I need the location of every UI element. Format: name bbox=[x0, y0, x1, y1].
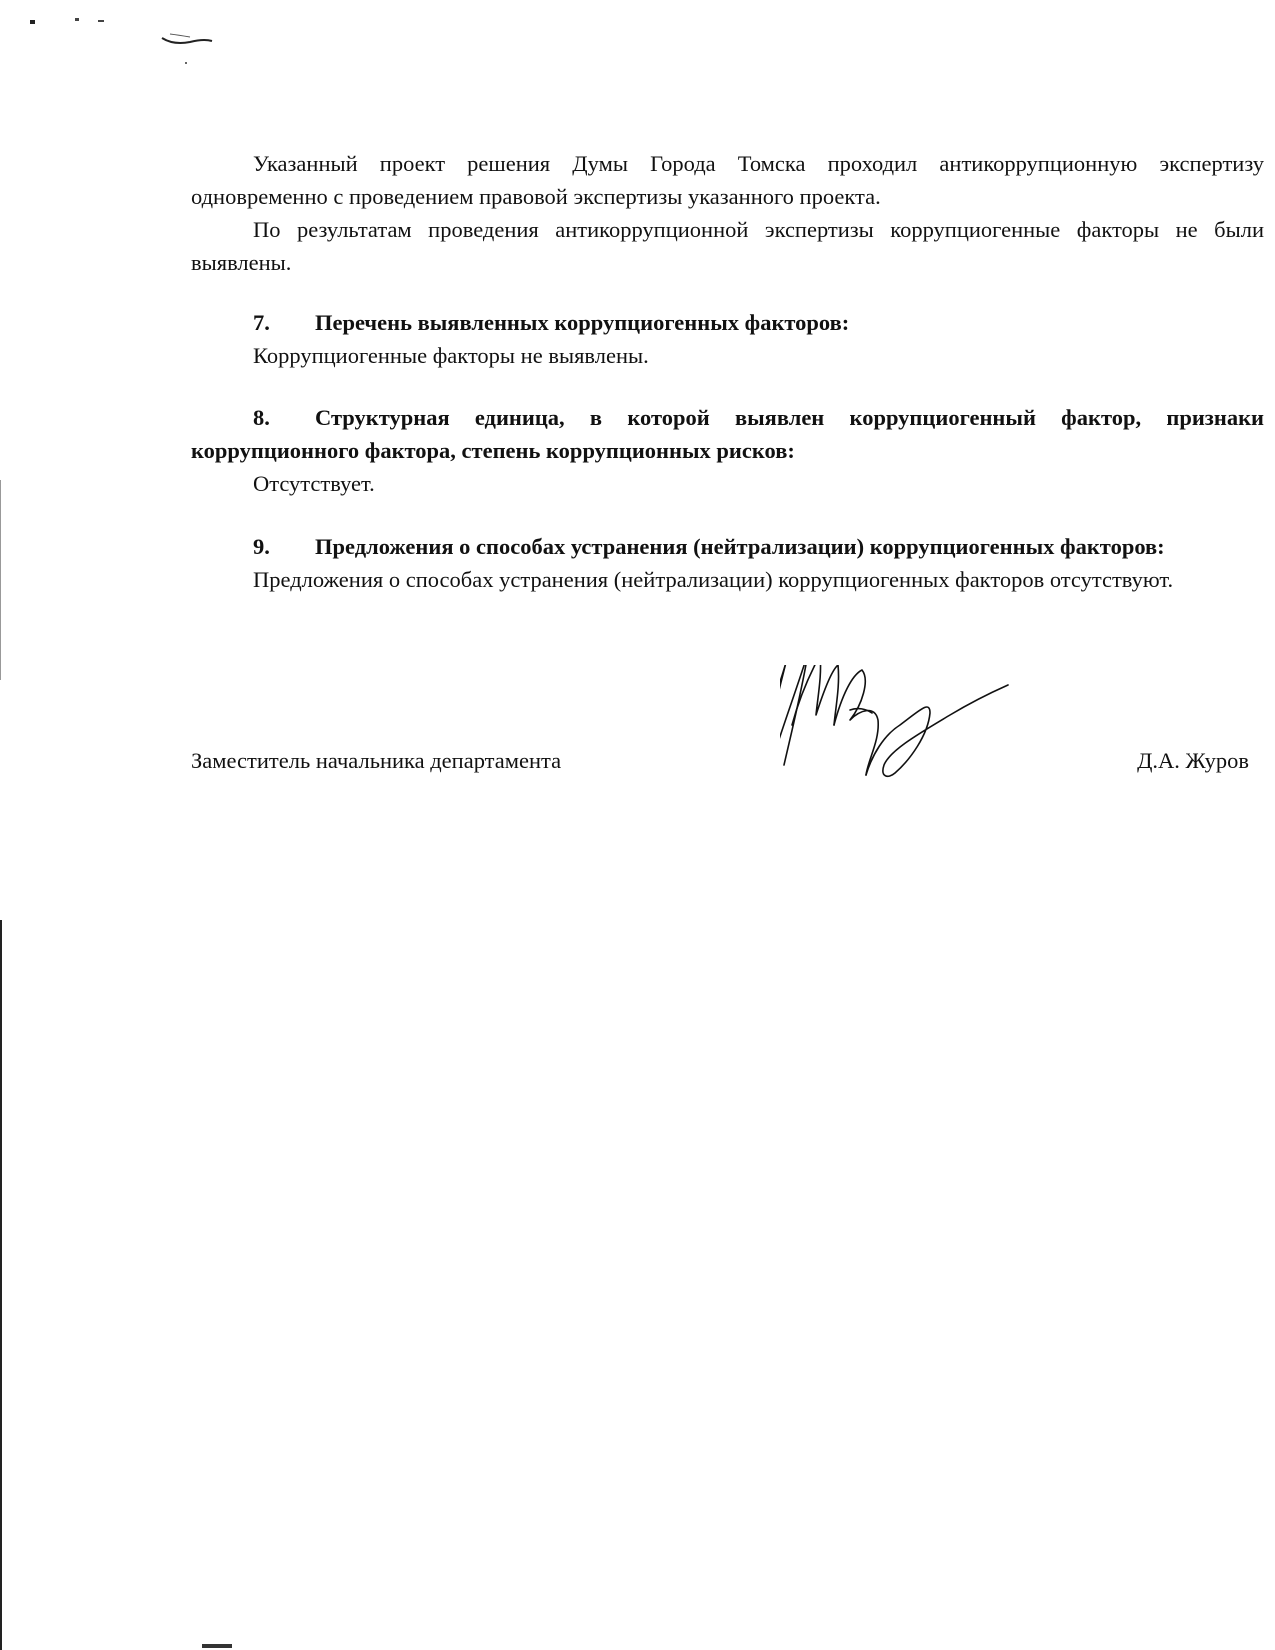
scan-edge-artifact bbox=[0, 920, 2, 1650]
paragraph-expertise: Указанный проект решения Думы Города Томска проходил антикоррупционную экспертизу одновременно с проведением правовой экспертизы указанного проекта. bbox=[191, 151, 1264, 209]
section-heading bbox=[191, 530, 1264, 563]
scan-corner-marks bbox=[20, 10, 230, 70]
scan-edge-artifact bbox=[0, 480, 1, 680]
section-8 bbox=[191, 401, 1264, 500]
section-heading bbox=[191, 306, 1264, 339]
section-body: Предложения о способах устранения (нейтрализации) коррупциогенных факторов отсутствуют. bbox=[253, 567, 1174, 592]
paragraph-results: По результатам проведения антикоррупционной экспертизы коррупциогенные факторы не были выявлены. bbox=[191, 217, 1264, 275]
handwritten-signature bbox=[780, 665, 1080, 815]
section-title: Перечень выявленных коррупциогенных факторов: bbox=[315, 310, 850, 335]
intro-paragraphs bbox=[191, 147, 1264, 279]
section-title: Структурная единица, в которой выявлен коррупциогенный фактор, признаки коррупционного фактора, степень коррупционных рисков: bbox=[191, 405, 1264, 463]
signatory-position: Заместитель начальника департамента bbox=[191, 748, 562, 773]
section-heading bbox=[191, 401, 1264, 467]
section-title: Предложения о способах устранения (нейтрализации) коррупциогенных факторов: bbox=[315, 534, 1165, 559]
section-body: Коррупциогенные факторы не выявлены. bbox=[253, 343, 649, 368]
section-number: 9. bbox=[253, 534, 270, 559]
section-body: Отсутствует. bbox=[253, 471, 375, 496]
section-number: 7. bbox=[253, 310, 270, 335]
section-7 bbox=[191, 306, 1264, 372]
signatory-name: Д.А. Журов bbox=[1137, 748, 1249, 773]
section-9 bbox=[191, 530, 1264, 596]
scan-bottom-mark bbox=[200, 1638, 250, 1650]
signature-row bbox=[191, 748, 1264, 788]
section-number: 8. bbox=[253, 405, 270, 430]
